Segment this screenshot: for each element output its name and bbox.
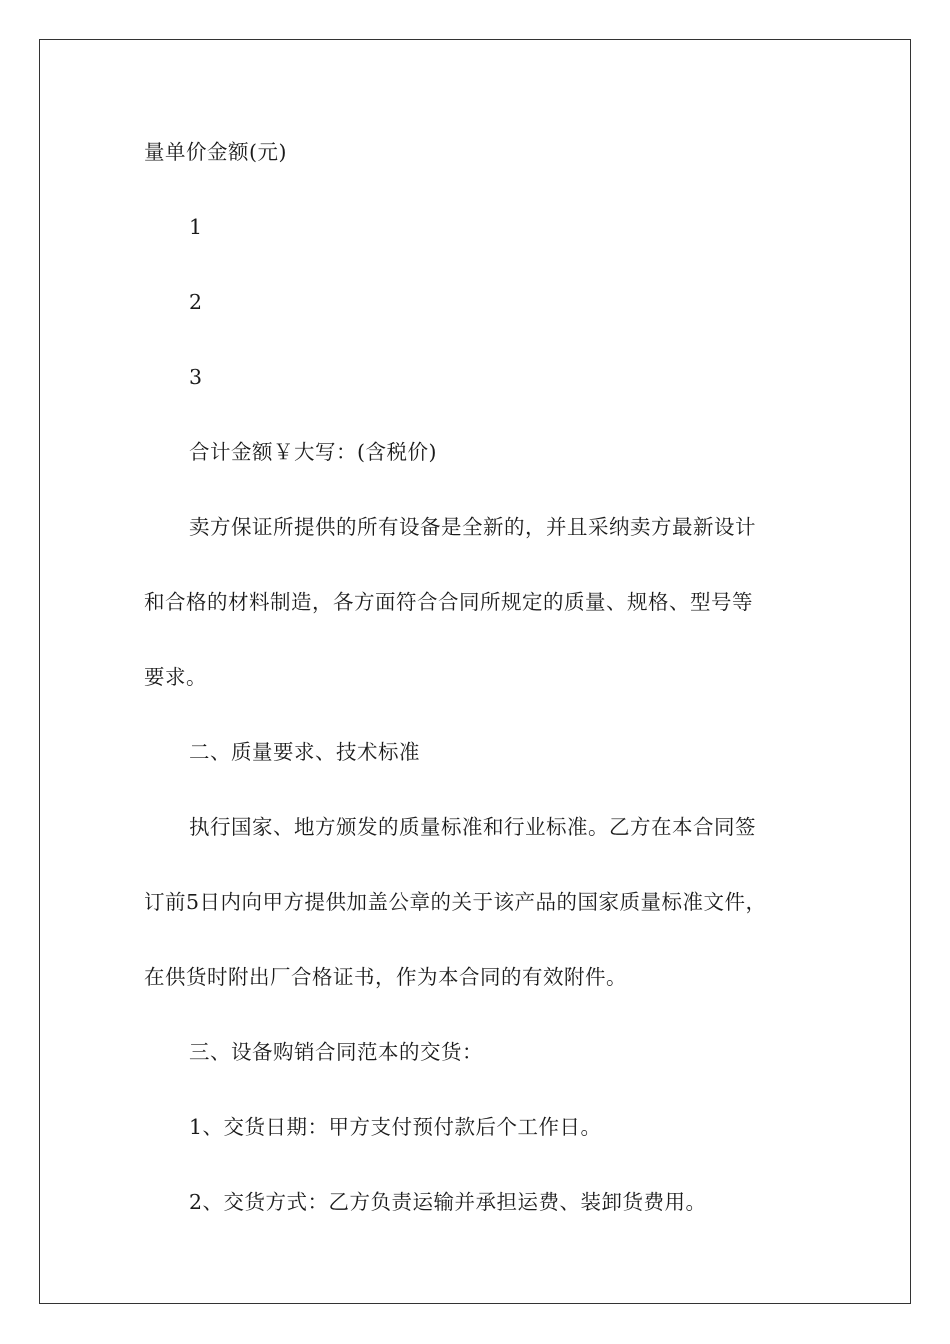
total-amount-line: 合计金额￥大写：(含税价): [189, 440, 437, 464]
paragraph-line: 和合格的材料制造，各方面符合合同所规定的质量、规格、型号等: [144, 590, 753, 614]
paragraph-line: 要求。: [144, 665, 207, 689]
table-header-fragment: 量单价金额(元): [144, 140, 287, 164]
section-heading: 三、设备购销合同范本的交货：: [189, 1040, 483, 1064]
section-heading: 二、质量要求、技术标准: [189, 740, 420, 764]
paragraph-line: 订前5日内向甲方提供加盖公章的关于该产品的国家质量标准文件，: [144, 890, 767, 914]
list-item: 1、交货日期：甲方支付预付款后个工作日。: [189, 1115, 602, 1139]
table-row-number: 2: [189, 290, 203, 314]
paragraph-line: 执行国家、地方颁发的质量标准和行业标准。乙方在本合同签: [189, 815, 756, 839]
list-item: 2、交货方式：乙方负责运输并承担运费、装卸货费用。: [189, 1190, 707, 1214]
paragraph-line: 在供货时附出厂合格证书，作为本合同的有效附件。: [144, 965, 627, 989]
table-row-number: 3: [189, 365, 203, 389]
table-row-number: 1: [189, 215, 203, 239]
paragraph-line: 卖方保证所提供的所有设备是全新的，并且采纳卖方最新设计: [189, 515, 756, 539]
